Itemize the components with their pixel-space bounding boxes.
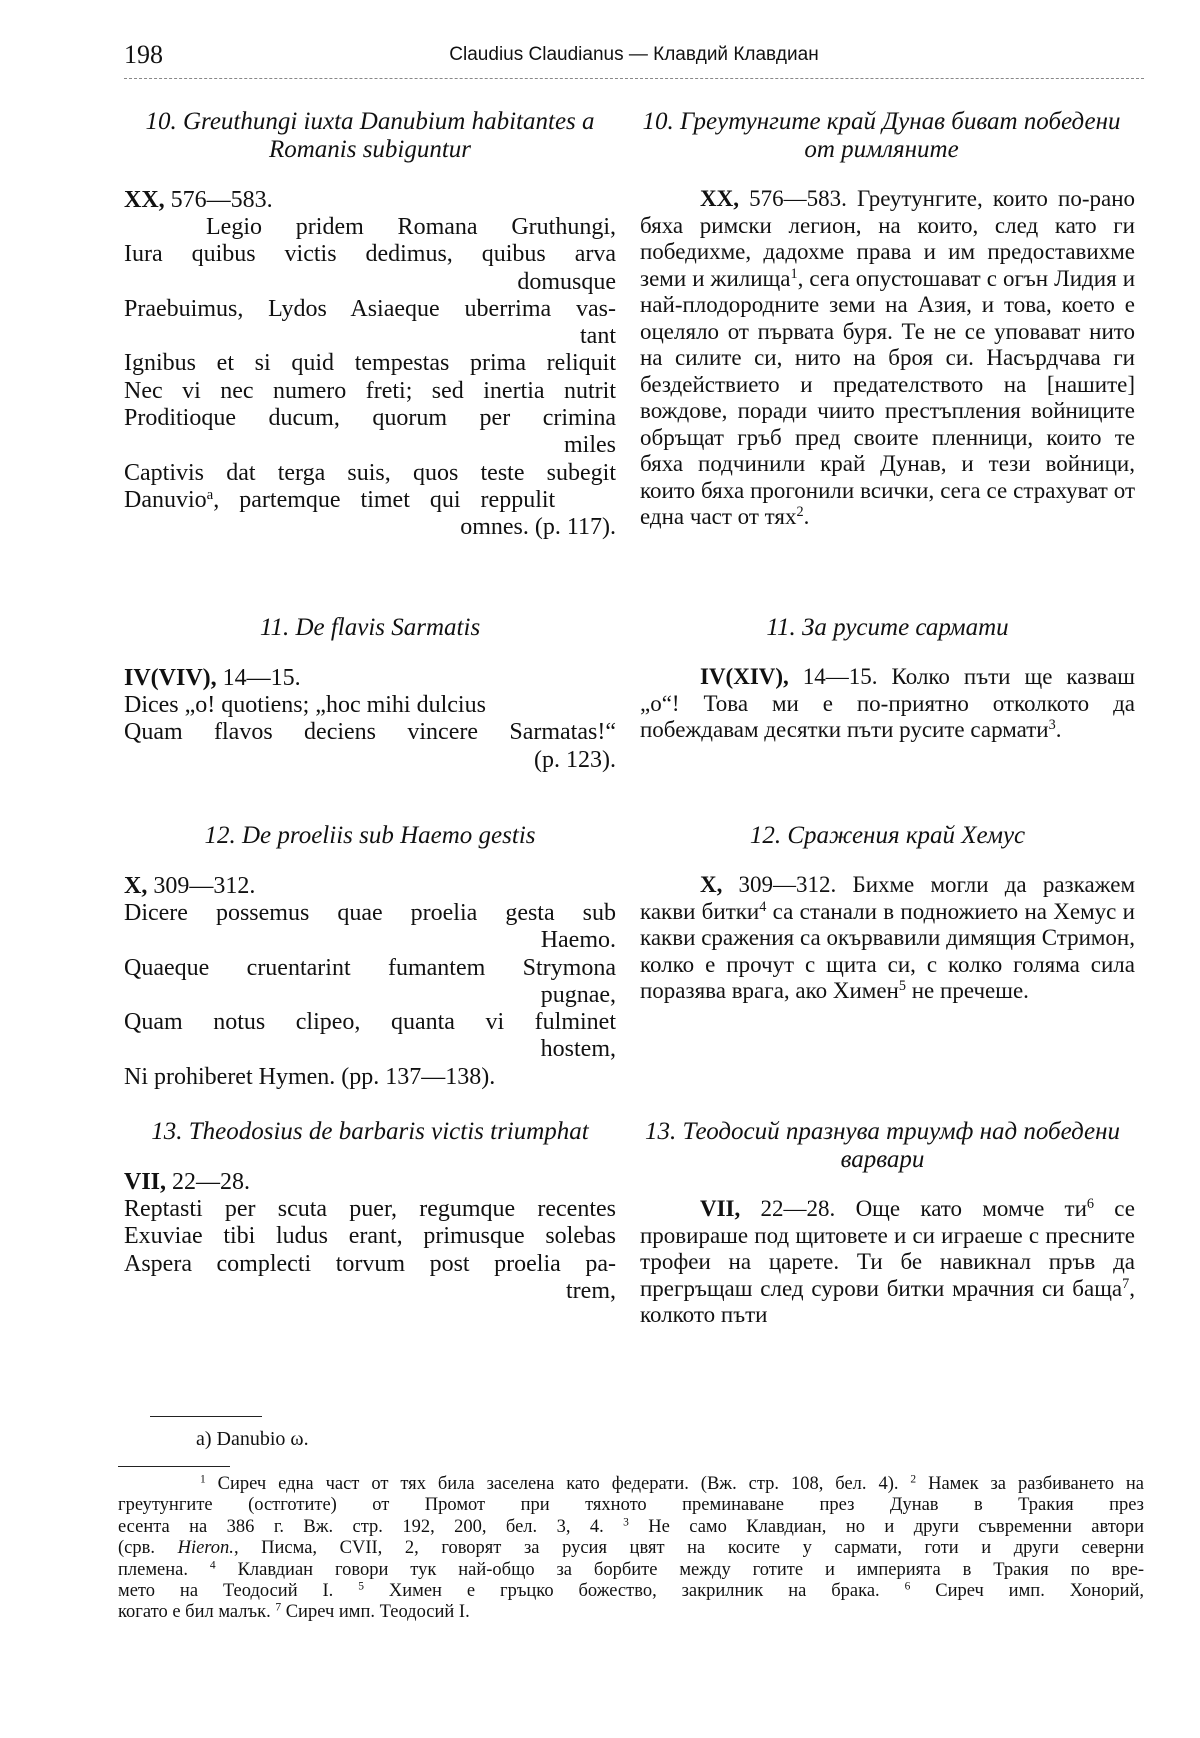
bulgarian-heading: 10. Греутунгите край Дунав биват победени от римляните — [642, 108, 1121, 163]
verse-line: Dicere possemus quae proelia gesta sub — [124, 900, 616, 926]
header-rule — [124, 78, 1144, 79]
latin-heading: 10. Greuthungi iuxta Danubium habitantes a Romanis subiguntur — [145, 108, 595, 163]
bulgarian-translation: VII, 22—28. Още като момче $ти^6$ се провираше под щитовете и си играеше с пресните трофеи на царете. Ти бе навикнал пръв да прегръщаш след сурови битки мрачния си баща$^7$, колкото пъти — [640, 1196, 1135, 1327]
running-title: Claudius Claudianus — Клавдий Клавдиан — [449, 44, 819, 65]
footnote-line: есента на 386 г. Вж. стр. 192, 200, бел. 3, 4. $^3$ Не само Клавдиан, но и други съвременни автори — [118, 1516, 1144, 1537]
verse-line: miles — [564, 432, 616, 459]
verse-line: Legio pridem Romana Gruthungi, — [206, 214, 616, 240]
bulgarian-translation: IV(XIV), 14—15. Колко пъти ще казваш „о“! Това ми е по-приятно отколкото да побеждавам десятки пъти русите сармати$^3$. — [640, 664, 1136, 742]
footnote-line: (срв. Hieron., Писма, CVII, 2, говорят за русия цвят на косите у сармати, готи и други северни — [118, 1538, 1145, 1559]
verse-line: trem, — [566, 1277, 616, 1304]
bulgarian-section-11 — [640, 614, 1135, 744]
latin-heading: 11. De flavis Sarmatis — [259, 614, 481, 641]
verse-line: Haemo. — [540, 927, 616, 954]
latin-heading: 13. Theodosius de barbaris victis triumphat — [151, 1118, 589, 1145]
latin-reference: X, 309—312. — [124, 873, 256, 899]
bulgarian-translation: X, 309—312. Бихме могли да разкажем какви битки$^4$ са станали в подножието на Хемус и какви сражения са окървавили димящия Стримон, колко е прочут с щита си, с колко голяма сила поразява врага, ако Химен$^5$ не пречеше. — [640, 872, 1136, 1003]
verse-line: Quaeque cruentarint fumantem Strymona — [124, 954, 616, 981]
verse-line: Danuvio$^a$, partemque timet qui reppulit — [124, 486, 556, 513]
verse-line: tant — [580, 323, 616, 350]
footnote-line: мето на Теодосий I. $^5$ Химен е гръцко божество, закрилник на брака. $^6$ Сиреч имп. Хонорий, — [118, 1580, 1145, 1602]
verse-line: Exuviae tibi ludus erant, primusque solebas — [124, 1223, 616, 1250]
latin-verse — [124, 692, 616, 774]
latin-reference: XX, 576—583. — [124, 187, 273, 213]
verse-line: Iura quibus victis dedimus, quibus arva — [124, 241, 616, 268]
bulgarian-section-10 — [640, 108, 1135, 531]
footnotes — [118, 1474, 1144, 1624]
latin-section-11 — [124, 614, 616, 774]
footnote-line: греутунгите (остготите) от Промот при тяхното преминаване през Дунав в Тракия през — [118, 1495, 1144, 1516]
verse-line: Ignibus et si quid tempestas prima reliquit — [124, 350, 616, 377]
bulgarian-translation: XX, 576—583. Греутунгите, които по-рано бяха римски легион, на които, след като ги победихме, дадохме права и им предоставихме земи и жилища$^1$, сега опустошават с огън Лидия и най-плодородните земи на Азия, и това, което е оцеляло от първата буря. Те не се уповават нито на силите си, нито на броя си. Насърдчава ги бездействието и предателството на [нашите] вождове, поради чиито престъпления войниците обръщат гръб пред своите пленници, които те бяха подчинили край Дунав, и тези войници, които бяха прогонили всички, сега се страхуват от една част от тях$^2$. — [640, 186, 1136, 529]
bulgarian-heading: 13. Теодосий празнува триумф над победени варвари — [644, 1118, 1121, 1173]
bulgarian-heading: 12. Сражения край Хемус — [749, 822, 1026, 849]
critical-apparatus: a) Danubio ω. — [196, 1428, 309, 1450]
verse-line: (p. 123). — [534, 746, 616, 773]
bulgarian-section-12 — [640, 822, 1135, 1005]
bulgarian-heading: 11. За русите сармати — [766, 614, 1009, 641]
verse-line: domusque — [517, 268, 616, 295]
footnote-line: $^1$ Сиреч една част от тях била заселена като федерати. (Вж. стр. 108, бел. 4). $^2$ Намек за разбиването на — [200, 1473, 1144, 1494]
verse-line: Ni prohiberet Hymen. (pp. 137—138). — [124, 1063, 496, 1090]
verse-line: hostem, — [540, 1036, 616, 1063]
verse-line: pugnae, — [540, 981, 616, 1008]
latin-verse — [124, 1196, 616, 1305]
apparatus-marker: a — [206, 486, 214, 503]
verse-line: Captivis dat terga suis, quos teste subegit — [124, 459, 616, 486]
verse-line: Aspera complecti torvum post proelia pa- — [124, 1250, 616, 1277]
running-header — [124, 40, 1144, 76]
verse-line: Nec vi nec numero freti; sed inertia nutrit — [124, 377, 616, 404]
bulgarian-section-13 — [640, 1118, 1135, 1329]
footnote-rule — [118, 1466, 230, 1467]
footnote-line: племена. $^4$ Клавдиан говори тук най-общо за борбите между готите и империята в Тракия по вре- — [118, 1559, 1145, 1580]
verse-line: omnes. (p. 117). — [460, 514, 616, 541]
latin-heading: 12. De proeliis sub Haemo gestis — [204, 822, 536, 849]
latin-section-13 — [124, 1118, 616, 1305]
footnote-line: когато е бил малък. $^7$ Сиреч имп. Теодосий I. — [118, 1602, 470, 1623]
apparatus-rule — [150, 1416, 262, 1417]
latin-verse — [124, 214, 616, 542]
verse-line: Dices „o! quotiens; „hoc mihi dulcius — [124, 692, 486, 718]
verse-line: Quam notus clipeo, quanta vi fulminet — [124, 1009, 616, 1036]
page-number: 198 — [124, 40, 163, 69]
latin-reference: VII, 22—28. — [124, 1169, 251, 1195]
latin-verse — [124, 900, 616, 1091]
latin-section-10 — [124, 108, 616, 542]
verse-line: Quam flavos deciens vincere Sarmatas!“ — [124, 719, 616, 746]
verse-line: Proditioque ducum, quorum per crimina — [124, 405, 616, 432]
verse-line: Praebuimus, Lydos Asiaeque uberrima vas- — [124, 295, 616, 322]
latin-reference: IV(VIV), 14—15. — [124, 665, 301, 691]
verse-line: Reptasti per scuta puer, regumque recentes — [124, 1196, 616, 1222]
latin-section-12 — [124, 822, 616, 1091]
